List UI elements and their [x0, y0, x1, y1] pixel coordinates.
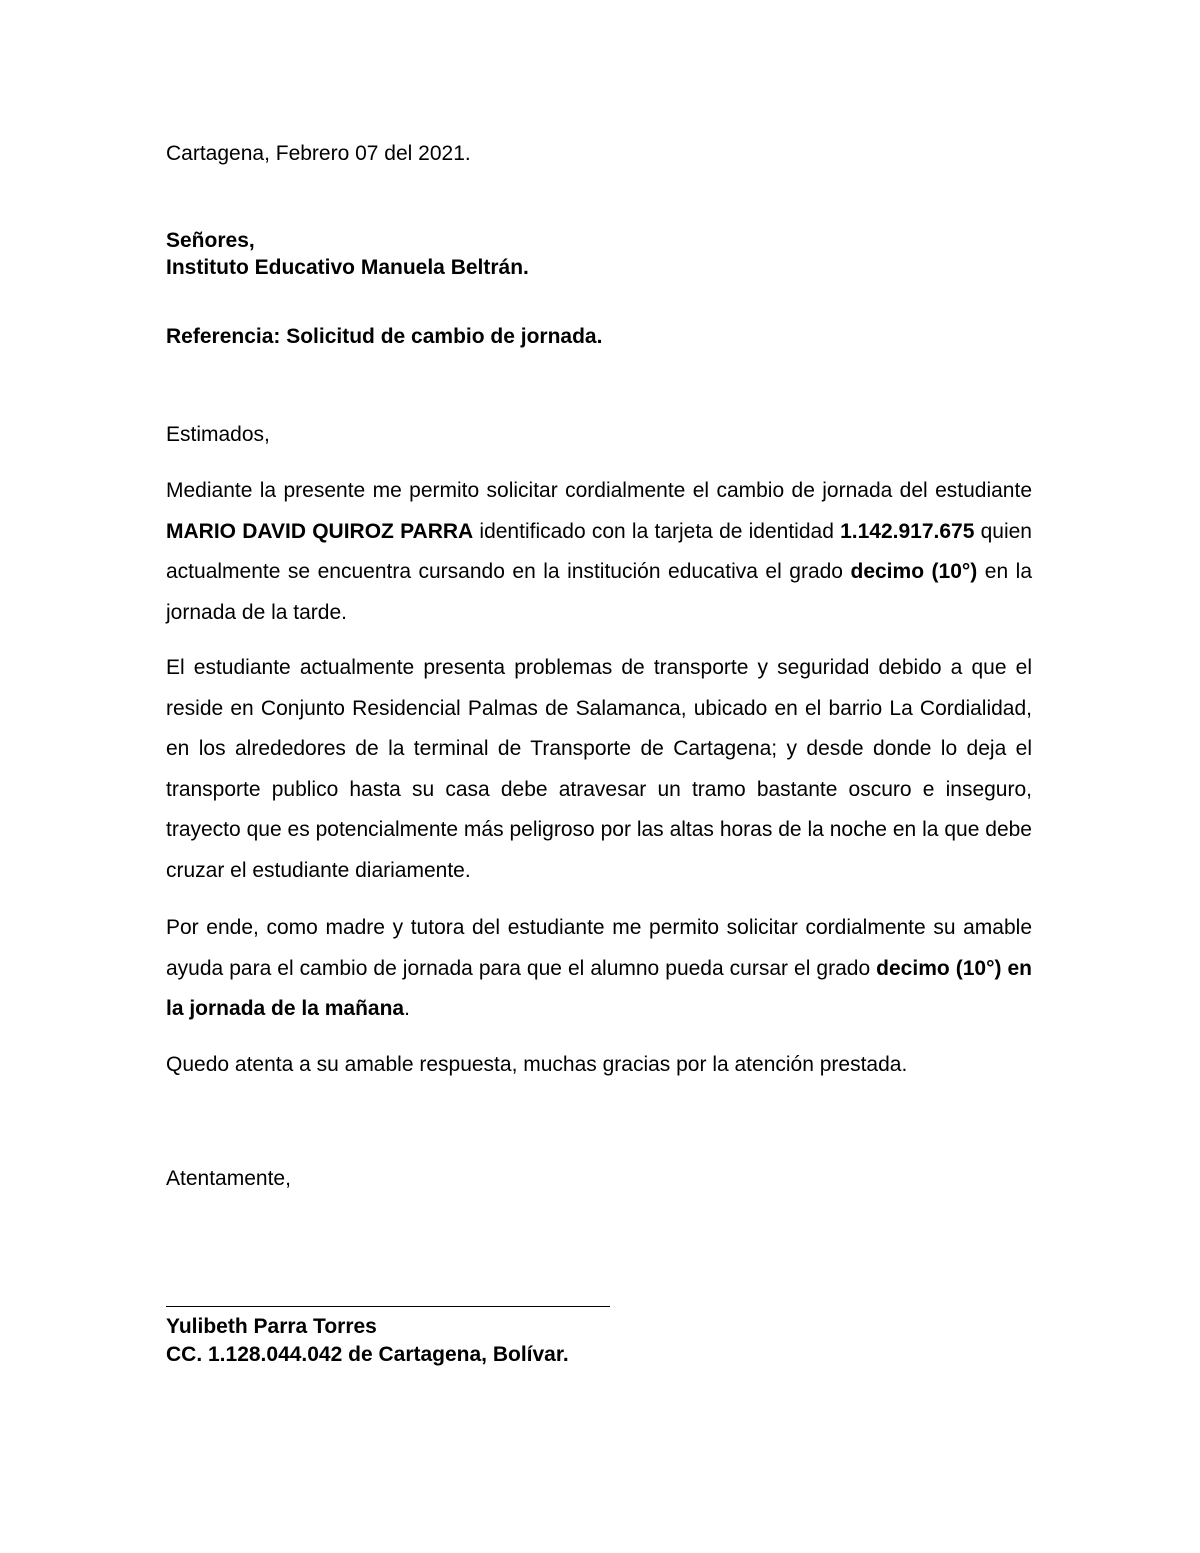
signer-id [166, 1341, 569, 1368]
closing: Atentamente, [166, 1167, 291, 1190]
recipient-title [166, 227, 255, 254]
recipient-salutation: Señores, [166, 229, 255, 252]
paragraph-thanks: Quedo atenta a su amable respuesta, muchas gracias por la atención prestada. [166, 1053, 908, 1076]
signer-name-text: Yulibeth Parra Torres [166, 1315, 377, 1338]
requested-schedule: decimo (10°) en la jornada de la mañana [166, 956, 1032, 1021]
reference-text: Referencia: Solicitud de cambio de jornada. [166, 325, 603, 348]
reference-line [166, 323, 602, 350]
paragraph-reasons: El estudiante actualmente presenta problemas de transporte y seguridad debido a que el reside en Conjunto Residencial Palmas de Salamanca, ubicado en el barrio La Cordialidad, en los alrededores de la terminal de Transporte de Cartagena; y desde donde lo deja el transporte publico hasta su casa debe atravesar un tramo bastante oscuro e inseguro, trayecto que es potencialmente más peligroso por las altas horas de la noche en la que debe cruzar el estudiante diariamente. [166, 656, 1032, 882]
paragraph-request: Mediante la presente me permito solicitar cordialmente el cambio de jornada del estudiante MARIO DAVID QUIROZ PARRA identificado con la tarjeta de identidad 1.142.917.675 quien actualmente se encuentra cursando en la institución educativa el grado decimo (10°) en la jornada de la tarde. [166, 479, 1032, 624]
institution-name: Instituto Educativo Manuela Beltrán. [166, 256, 529, 279]
signer-name [166, 1313, 377, 1340]
signature-line [166, 1296, 610, 1307]
student-grade: decimo (10°) [850, 560, 978, 584]
student-name: MARIO DAVID QUIROZ PARRA [166, 519, 474, 543]
greeting: Estimados, [166, 423, 270, 446]
signer-id-text: CC. 1.128.044.042 de Cartagena, Bolívar. [166, 1343, 569, 1366]
date-line: Cartagena, Febrero 07 del 2021. [166, 142, 471, 165]
student-id: 1.142.917.675 [840, 519, 975, 543]
recipient-institution [166, 254, 529, 281]
paragraph-petition: Por ende, como madre y tutora del estudiante me permito solicitar cordialmente su amable ayuda para el cambio de jornada para que el alumno pueda cursar el grado decimo (10°) en la jornada de la mañana. [166, 916, 1032, 1021]
